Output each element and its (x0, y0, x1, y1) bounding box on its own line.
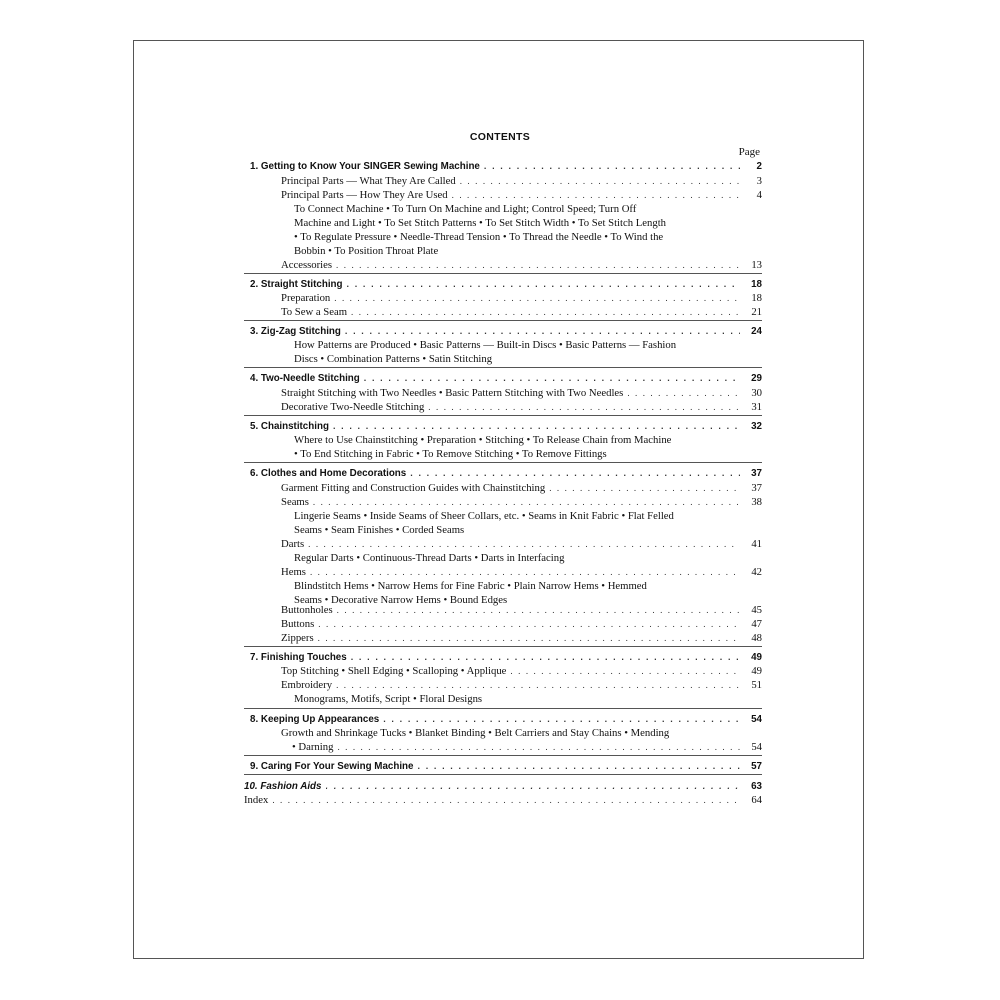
toc-section-9[interactable] (250, 759, 762, 773)
subtopic-line: Lingerie Seams • Inside Seams of Sheer Collars, etc. • Seams in Knit Fabric • Flat Felled (294, 510, 674, 522)
section-divider (244, 755, 762, 756)
toc-entry-title: Darts (281, 538, 305, 550)
section-divider (244, 708, 762, 709)
toc-page-number: 32 (751, 421, 762, 432)
toc-subtopics (294, 509, 674, 537)
toc-page-number: 2 (756, 161, 762, 172)
toc-entry-title: Buttons (281, 618, 315, 630)
subtopic-line: How Patterns are Produced • Basic Patterns — Built-in Discs • Basic Patterns — Fashion (294, 339, 677, 351)
toc-entry-index[interactable] (244, 793, 762, 807)
toc-section-7[interactable] (250, 650, 762, 664)
toc-entry[interactable] (292, 740, 762, 754)
toc-entry-title: Seams (281, 496, 309, 508)
toc-section-8[interactable] (250, 712, 762, 726)
toc-subtopics (294, 338, 676, 366)
toc-section-1[interactable] (250, 159, 762, 173)
subtopic-line: Seams • Decorative Narrow Hems • Bound Edges (294, 594, 508, 606)
toc-page-number: 24 (751, 326, 762, 337)
toc-section-title: 7. Finishing Touches (250, 652, 347, 663)
page-title: CONTENTS (469, 131, 531, 143)
toc-page-number: 37 (751, 482, 762, 494)
toc-page-number: 29 (751, 373, 762, 384)
toc-page-number: 21 (751, 306, 762, 318)
toc-page-number: 48 (751, 632, 762, 644)
toc-entry[interactable] (281, 617, 762, 631)
toc-subtopics (294, 433, 671, 461)
toc-page-number: 30 (751, 387, 762, 399)
subtopic-line: To Connect Machine • To Turn On Machine and Light; Control Speed; Turn Off (294, 203, 637, 215)
toc-page-number: 51 (751, 679, 762, 691)
toc-entry-title: • Darning (292, 741, 334, 753)
toc-entry[interactable] (281, 537, 762, 551)
subtopic-line: Regular Darts • Continuous-Thread Darts • Darts in Interfacing (294, 552, 565, 564)
toc-page-number: 18 (751, 279, 762, 290)
toc-page-number: 4 (756, 189, 762, 201)
toc-entry-title: Garment Fitting and Construction Guides with Chainstitching (281, 482, 546, 494)
toc-subtopics (281, 726, 669, 740)
toc-entry[interactable] (281, 664, 762, 678)
toc-subtopics (294, 551, 564, 565)
toc-page-number: 3 (756, 175, 762, 187)
toc-section-10[interactable] (244, 779, 762, 793)
toc-page-number: 18 (751, 292, 762, 304)
toc-page-number: 38 (751, 496, 762, 508)
toc-page-number: 31 (751, 401, 762, 413)
toc-entry-title: Index (244, 794, 269, 806)
toc-entry[interactable] (281, 400, 762, 414)
toc-page-number: 63 (751, 781, 762, 792)
toc-entry-title: Embroidery (281, 679, 333, 691)
toc-page-number: 64 (751, 794, 762, 806)
subtopic-line: • To End Stitching in Fabric • To Remove Stitching • To Remove Fittings (294, 448, 607, 460)
toc-entry[interactable] (281, 678, 762, 692)
toc-section-5[interactable] (250, 419, 762, 433)
toc-subtopics (294, 692, 482, 706)
toc-entry[interactable] (281, 631, 762, 645)
section-divider (244, 462, 762, 463)
page-column-header: Page (738, 146, 760, 158)
toc-entry[interactable] (281, 305, 762, 319)
toc-entry[interactable] (281, 481, 762, 495)
toc-page-number: 13 (751, 259, 762, 271)
toc-section-2[interactable] (250, 277, 762, 291)
toc-page-number: 47 (751, 618, 762, 630)
toc-entry-title: Hems (281, 566, 306, 578)
toc-entry[interactable] (281, 258, 762, 272)
subtopic-line: Discs • Combination Patterns • Satin Stitching (294, 353, 493, 365)
subtopic-line: Growth and Shrinkage Tucks • Blanket Binding • Belt Carriers and Stay Chains • Mending (281, 727, 670, 739)
toc-section-title: 4. Two-Needle Stitching (250, 373, 360, 384)
toc-subtopics (294, 202, 666, 258)
subtopic-line: Blindstitch Hems • Narrow Hems for Fine Fabric • Plain Narrow Hems • Hemmed (294, 580, 647, 592)
section-divider (244, 367, 762, 368)
toc-section-3[interactable] (250, 324, 762, 338)
toc-entry[interactable] (281, 174, 762, 188)
section-divider (244, 646, 762, 647)
subtopic-line: Where to Use Chainstitching • Preparation • Stitching • To Release Chain from Machine (294, 434, 672, 446)
toc-entry[interactable] (281, 603, 762, 617)
toc-section-title: 8. Keeping Up Appearances (250, 714, 380, 725)
section-divider (244, 415, 762, 416)
toc-entry[interactable] (281, 386, 762, 400)
toc-entry-title: Buttonholes (281, 604, 333, 616)
toc-entry[interactable] (281, 565, 762, 579)
toc-section-title: 2. Straight Stitching (250, 279, 343, 290)
toc-page-number: 37 (751, 468, 762, 479)
subtopic-line: Bobbin • To Position Throat Plate (294, 245, 439, 257)
section-divider (244, 320, 762, 321)
subtopic-line: Machine and Light • To Set Stitch Patterns • To Set Stitch Width • To Set Stitch Length (294, 217, 667, 229)
toc-entry[interactable] (281, 291, 762, 305)
toc-page-number: 49 (751, 652, 762, 663)
toc-page-number: 42 (751, 566, 762, 578)
subtopic-line: Monograms, Motifs, Script • Floral Designs (294, 693, 483, 705)
toc-section-title: 3. Zig-Zag Stitching (250, 326, 341, 337)
section-divider (244, 774, 762, 775)
toc-entry-title: Principal Parts — What They Are Called (281, 175, 456, 187)
toc-page-number: 54 (751, 741, 762, 753)
toc-page-number: 45 (751, 604, 762, 616)
toc-page-number: 41 (751, 538, 762, 550)
toc-page-number: 57 (751, 761, 762, 772)
toc-section-title: 10. Fashion Aids (244, 781, 322, 792)
toc-section-title: 6. Clothes and Home Decorations (250, 468, 407, 479)
toc-entry-title: To Sew a Seam (281, 306, 348, 318)
toc-section-4[interactable] (250, 371, 762, 385)
toc-entry[interactable] (281, 495, 762, 509)
toc-entry-title: Straight Stitching with Two Needles • Basic Pattern Stitching with Two Needles (281, 387, 624, 399)
toc-entry-title: Principal Parts — How They Are Used (281, 189, 448, 201)
toc-page-number: 54 (751, 714, 762, 725)
toc-entry-title: Top Stitching • Shell Edging • Scalloping • Applique (281, 665, 507, 677)
toc-entry-title: Accessories (281, 259, 333, 271)
toc-section-title: 9. Caring For Your Sewing Machine (250, 761, 414, 772)
toc-section-6[interactable] (250, 466, 762, 480)
toc-entry-title: Decorative Two-Needle Stitching (281, 401, 425, 413)
toc-section-title: 1. Getting to Know Your SINGER Sewing Machine (250, 161, 480, 172)
toc-page-number: 49 (751, 665, 762, 677)
subtopic-line: Seams • Seam Finishes • Corded Seams (294, 524, 465, 536)
toc-entry-title: Zippers (281, 632, 314, 644)
section-divider (244, 273, 762, 274)
subtopic-line: • To Regulate Pressure • Needle-Thread Tension • To Thread the Needle • To Wind the (294, 231, 664, 243)
toc-section-title: 5. Chainstitching (250, 421, 329, 432)
toc-entry[interactable] (281, 188, 762, 202)
toc-entry-title: Preparation (281, 292, 331, 304)
